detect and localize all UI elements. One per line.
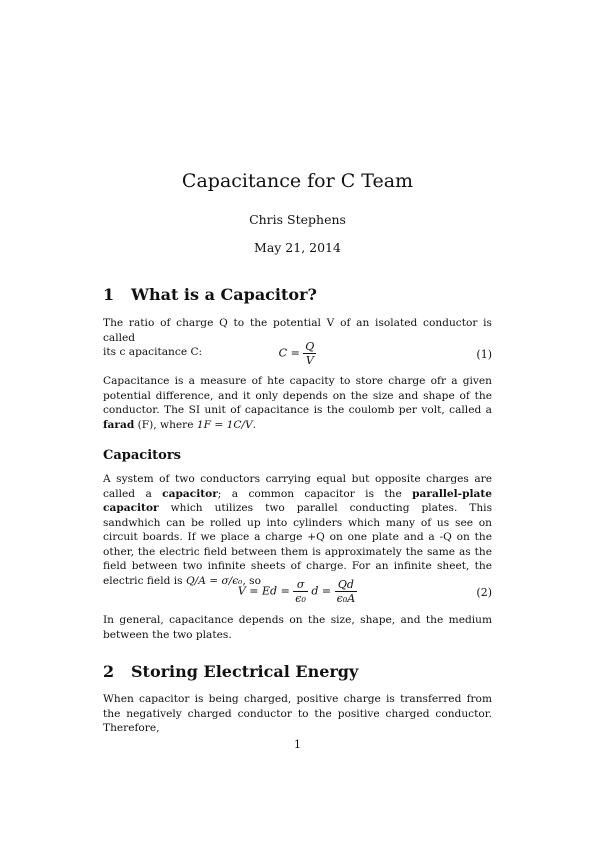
document-date: May 21, 2014 [254, 240, 341, 255]
farad-definition-math: 1F = 1C/V [196, 418, 253, 431]
document-title: Capacitance for C Team [181, 170, 414, 192]
parallel-plate-term: parallel-plate capacitor [103, 487, 492, 514]
eq2-f1-denominator: ϵ₀ [295, 592, 306, 605]
eq2-fraction-1 [293, 578, 308, 605]
subsection-capacitors-heading: Capacitors [103, 448, 181, 463]
s1p2-text-b: (F), where [134, 418, 197, 431]
equation-2 [103, 578, 492, 610]
section-1-p1-line2: its c apacitance C: [103, 346, 203, 358]
section-1-title: What is a Capacitor? [131, 285, 317, 304]
eq1-fraction [303, 340, 316, 367]
capacitor-term: capacitor [162, 487, 218, 500]
subsection-paragraph [103, 472, 492, 588]
eq2-f2-numerator: Qd [335, 578, 358, 592]
section-1-paragraph-2 [103, 374, 492, 432]
eq2-f1-numerator: σ [293, 578, 308, 592]
section-2-paragraph: When capacitor is being charged, positive charge is transferred from the negatively charged conductor to the positive charged conductor. Therefore, [103, 693, 492, 734]
equation-1 [103, 340, 492, 372]
sub-text-c: which utilizes two parallel conducting plates. This sandwhich can be rolled up into cylinders which many of us see on circuit boards. If we place a charge +Q on one plate and a -Q on the other, the electric field between them is approximately the same as the field between two infinite sheets of charge. For an infinite sheet, the electric field is [103, 502, 492, 587]
eq2-f2-denominator: ϵ₀A [336, 592, 356, 605]
section-1-number: 1 [103, 285, 115, 304]
s1p2-text-a: Capacitance is a measure of hte capacity to store charge ofr a given potential difference, and it only depends on the size and shape of the conductor. The SI unit of capacitance is the coulomb per volt, called a [103, 375, 492, 416]
eq1-label: (1) [476, 348, 492, 361]
eq2-label: (2) [476, 586, 492, 599]
section-2-number: 2 [103, 662, 115, 681]
sub-text-d: , so [242, 574, 261, 587]
author-name: Chris Stephens [249, 212, 346, 227]
section-1-p1-line1: The ratio of charge Q to the potential V of an isolated conductor is called [103, 317, 492, 344]
sub-text-b: ; a common capacitor is the [217, 487, 413, 500]
eq2-fraction-2 [335, 578, 358, 605]
eq2-lhs: V = Ed = [237, 584, 290, 598]
section-2-heading [103, 662, 358, 681]
s1p2-text-end: . [252, 418, 257, 431]
eq1-denominator: V [305, 354, 314, 367]
farad-term: farad [103, 418, 135, 431]
section-2-title: Storing Electrical Energy [131, 662, 359, 681]
subsection-paragraph-after: In general, capacitance depends on the size, shape, and the medium between the two plates. [103, 614, 492, 641]
section-1-heading [103, 285, 317, 304]
eq1-numerator: Q [305, 340, 315, 353]
page-number: 1 [294, 738, 301, 751]
eq1-lhs: C = [278, 346, 300, 360]
eq2-mid: d = [311, 584, 332, 598]
sheet-field-math: Q/A = σ/ϵ₀ [185, 574, 243, 587]
sub-text-a: A system of two conductors carrying equal but opposite charges are called a [103, 473, 492, 500]
